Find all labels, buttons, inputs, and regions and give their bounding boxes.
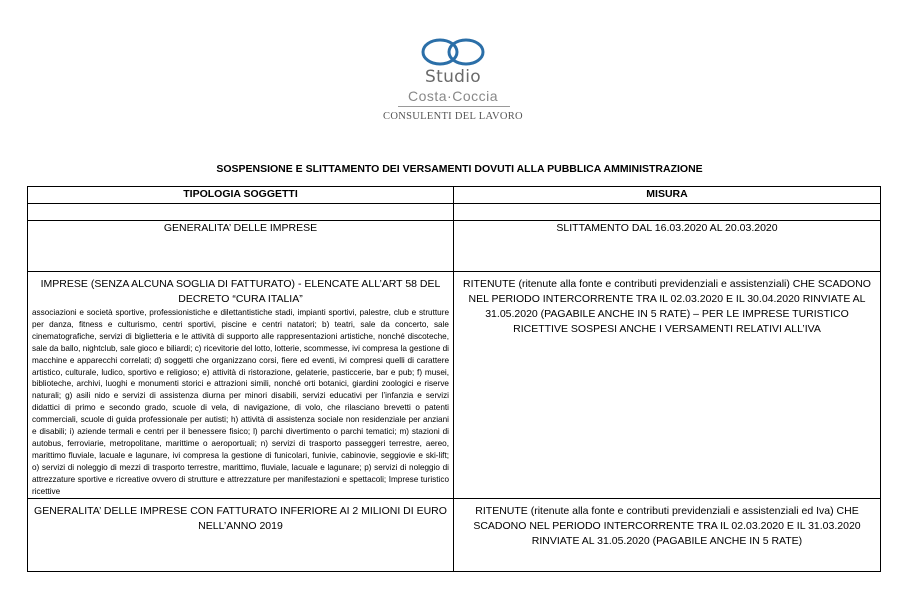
logo-name: Costa·Coccia xyxy=(407,88,499,104)
header-misura: MISURA xyxy=(454,187,881,204)
subject-cell xyxy=(28,272,454,499)
measure-cell xyxy=(454,498,881,571)
measure-text: RITENUTE (ritenute alla fonte e contributi previdenziali e assistenziali) CHE SCADONO NEL PERIODO INTERCORRENTE TRA IL 02.03.2020 E IL 30.04.2020 RINVIATE AL 31.05.2020 (PAGABILE ANCHE IN 5 RATE) – PER LE IMPRESE TURISTICO RICETTIVE SOSPESI ANCHE I VERSAMENTI RELATIVI ALL’IVA xyxy=(463,278,871,335)
table-row xyxy=(28,221,881,272)
measure-cell xyxy=(454,272,881,499)
subject-cell: GENERALITA’ DELLE IMPRESE xyxy=(28,221,454,272)
subject-cell xyxy=(28,498,454,571)
logo-studio: Studio xyxy=(425,67,481,87)
table-row xyxy=(28,272,881,499)
document-title: SOSPENSIONE E SLITTAMENTO DEI VERSAMENTI DOVUTI ALLA PUBBLICA AMMINISTRAZIONE xyxy=(216,163,703,175)
table-row xyxy=(28,498,881,571)
subject-detail: associazioni e società sportive, professionistiche e dilettantistiche stadi, impianti sportivi, palestre, club e strutture per danza, fitness e culturismo, centri sportivi, piscine e centri natatori; b) teatri, sale da concerto, sale cinematografiche, servizi di biglietteria e le attività di supporto alle rappresentazioni artistiche, nonché discoteche, sale da ballo, nightclub, sale gioco e biliardi; c) ricevitorie del lotto, lotterie, scommesse, ivi compresa la gestione di macchine e apparecchi correlati; d) soggetti che organizzano corsi, fiere ed eventi, ivi compresi quelli di carattere artistico, culturale, ludico, sportivo e religioso; e) attività di ristorazione, gelaterie, pasticcerie, bar e pub; f) musei, biblioteche, archivi, luoghi e monumenti storici e attrazioni simili, nonché orti botanici, giardini zoologici e riserve naturali; g) asili nido e servizi di assistenza diurna per minori disabili, servizi educativi per l’infanzia e servizi didattici di primo e secondo grado, scuole di vela, di navigazione, di volo, che rilasciano brevetti o patenti commerciali, scuole di guida professionale per autisti; h) attività di assistenza sociale non residenziale per anziani e disabili; i) aziende termali e centri per il benessere fisico; l) parchi divertimento o parchi tematici; m) stazioni di autobus, ferroviarie, metropolitane, marittime o aeroportuali; n) servizi di trasporto passeggeri terrestre, aereo, marittimo fluviale, lacuale e lagunare, ivi compresa la gestione di funicolari, funivie, cabinovie, seggiovie e ski-lift; o) servizi di noleggio di mezzi di trasporto terrestre, marittimo, fluviale, lacuale e lagunare; p) servizi di noleggio di attrezzature sportive e ricreative ovvero di strutture e attrezzature per manifestazioni e spettacoli; Imprese turistico ricettive xyxy=(32,308,449,496)
logo-rings-icon xyxy=(418,36,488,66)
table-spacer-row xyxy=(28,204,881,221)
logo-subtitle: CONSULENTI DEL LAVORO xyxy=(383,111,523,122)
measure-text: RITENUTE (ritenute alla fonte e contributi previdenziali e assistenziali ed Iva) CHE SCADONO NEL PERIODO INTERCORRENTE TRA IL 02.03.2020 E IL 31.03.2020 RINVIATE AL 31.05.2020 (PAGABILE ANCHE IN 5 RATE) xyxy=(473,504,861,547)
measures-table xyxy=(27,186,881,572)
header-tipologia: TIPOLOGIA SOGGETTI xyxy=(28,187,454,204)
subject-heading: GENERALITA’ DELLE IMPRESE CON FATTURATO INFERIORE AI 2 MILIONI DI EURO NELL’ANNO 2019 xyxy=(34,504,447,532)
logo xyxy=(0,0,919,130)
logo-divider xyxy=(398,106,510,107)
measure-cell: SLITTAMENTO DAL 16.03.2020 AL 20.03.2020 xyxy=(454,221,881,272)
subject-heading: IMPRESE (SENZA ALCUNA SOGLIA DI FATTURATO) - ELENCATE ALL’ART 58 DEL DECRETO “CURA ITALIA” xyxy=(40,278,441,305)
table-header-row xyxy=(28,187,881,204)
